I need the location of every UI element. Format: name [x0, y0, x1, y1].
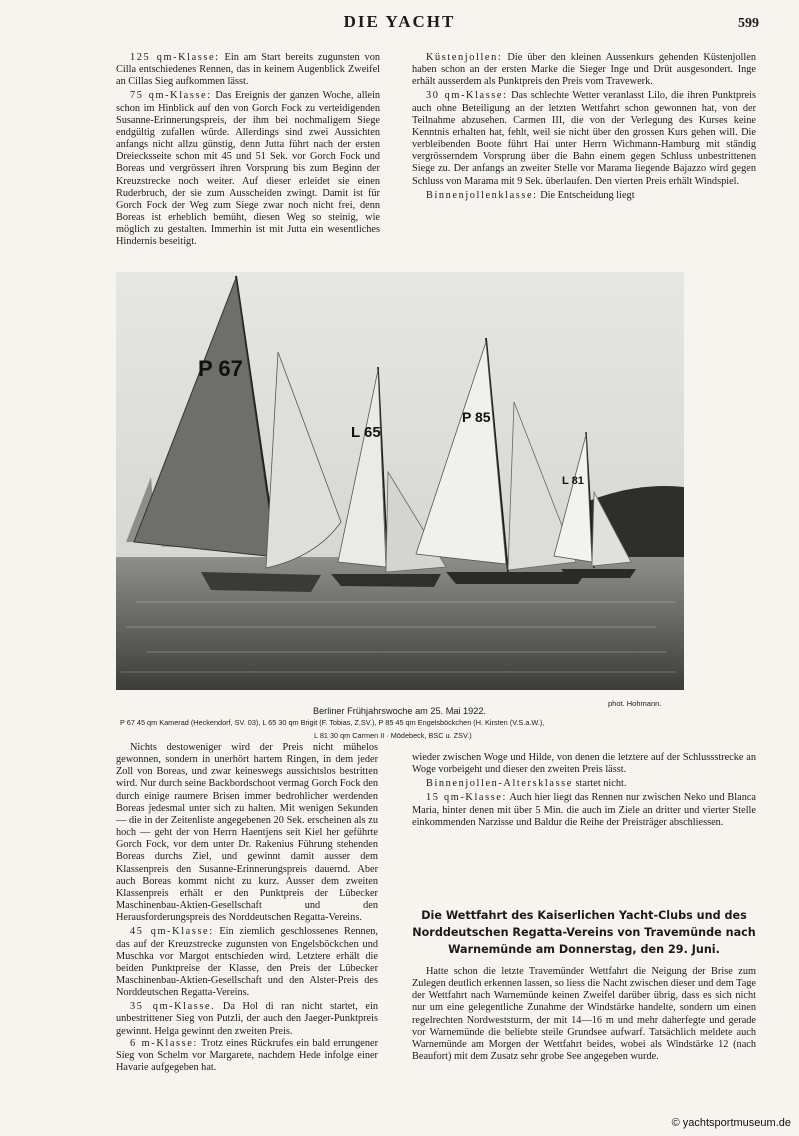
paragraph-text: Ein ziemlich geschlossenes Rennen, das auf der Kreuzstrecke zugunsten von Engelsböckchen und Muschka vor Margot entschieden wird. Letztere erhält die beiden Punktpreise der Klasse, den Preis der Lübecker Maschinenbau-Aktien-Gesellschaft und den Alster-Preis des Norddeutschen Regatta-Vereins. [116, 926, 379, 999]
class-label: 30 qm-Klasse: [426, 90, 508, 102]
paragraph-125qm [116, 52, 380, 88]
paragraph-30qm [412, 90, 756, 187]
column-bottom-right-article [412, 966, 756, 1063]
column-top-right [412, 52, 756, 202]
column-top-left [116, 52, 380, 249]
paragraph-text: Hatte schon die letzte Travemünder Wettfahrt die Neigung der Brise zum Zulegen deutlich erkennen lassen, so liess die Nacht zwischen dieser und dem Tage der Wettfahrt nach Warnemünde keinen Zweifel darüber übrig, dass es sich nicht nur um eine gelegentliche Zunahme der Windstärke handelte, sondern um einen regelrechten Nordweststurm, der mit 14—16 m und mehr daherfegte und gerade vor Warnemünde die beliebte steile Grundsee aufwarf. Tatsächlich meldete auch Warnemünde am Morgen der Wettfahrt beides, wobei als Windstärke 12 (nach Beaufort) mit dem Zusatz sehr grobe See angegeben wurde. [412, 966, 756, 1063]
sail-number-p85: P 85 [462, 409, 491, 425]
regatta-photo [116, 272, 684, 690]
class-label: 125 qm-Klasse: [130, 52, 220, 63]
paragraph-text: startet nicht. [575, 778, 627, 790]
sail-number-l81: L 81 [562, 475, 584, 487]
class-label: Küstenjollen: [426, 52, 503, 63]
class-label: 75 qm-Klasse: [130, 90, 212, 102]
paragraph-boreas [116, 742, 378, 924]
running-head: DIE YACHT [343, 12, 456, 31]
sail-number-p67: P 67 [198, 356, 243, 381]
paragraph-binnenjollen [412, 190, 756, 202]
paragraph-text: wieder zwischen Woge und Hilde, von denen die letztere auf der Schlussstrecke an Woge vorbeigeht und dieser den zweiten Preis lässt. [412, 752, 756, 776]
paragraph-text: Trotz eines Rückrufes ein bald errungener Sieg von Schelm vor Margarete, nachdem Hede infolge einer Havarie aufgegeben hat. [116, 1037, 378, 1074]
paragraph-45qm [116, 926, 378, 999]
page-number: 599 [738, 16, 759, 31]
class-label: 35 qm-Klasse. [130, 1001, 216, 1013]
paragraph-text: Nichts destoweniger wird der Preis nicht mühelos gewonnen, sondern in unerhört hartem Ringen, in dem jeder Zoll von Boreas, und zwar keineswegs aussichtslos bestritten wird. Nur durch seine Backbordschoot vermag Gorch Fock den durch einige raumere Brisen immer bedrohlicher werdenden Boreas jedesmal unter sich zu halten. Mit wenigen Sekunden — die in der Zeitenliste angegebenen 20 Sek. erscheinen als zu hoch — geht der von Herrn Haentjens seit Kiel her geführte Gorch Fock, vor dem unter Dr. Rakenius Führung stehenden Boreas durchs Ziel, und gewinnt damit ausser dem Klassenpreis den Susanne-Erinnerungspreis dauernd. Aber auch Boreas kommt nicht zu kurz. Ausser dem zweiten Klassenpreis erhält er den Punktpreis der Lübecker Maschinenbau-Aktien-Gesellschaft und den Herausforderungspreis des Norddeutschen Regatta-Vereins. [116, 742, 378, 924]
paragraph-35qm [116, 1001, 378, 1037]
paragraph-text: Auch hier liegt das Rennen nur zwischen Neko und Blanca Maria, hinter denen mit über 5 Min. die auch im Ziele an dritter und vierter Stelle einkommenden Narzisse und Baldur die Reihe der Preisträger abschliessen. [412, 792, 757, 828]
photo-caption-title: Berliner Frühjahrswoche am 25. Mai 1922. [312, 706, 487, 716]
paragraph-text: Ein am Start bereits zugunsten von Cilla entschiedenes Rennen, das in keinem Augenblick Zweifel an Cillas Sieg aufkommen lässt. [116, 52, 380, 88]
column-bottom-left [116, 742, 378, 1074]
paragraph-text: Die über den kleinen Aussenkurs gehenden Küstenjollen haben schon an der ersten Marke die Sieger Inge und Drüt ausgesondert. Inge erhält ausserdem als Punktpreis den Preis vom Travewerk. [412, 52, 757, 88]
sail-number-l65: L 65 [351, 424, 381, 441]
paragraph-15qm [412, 792, 756, 828]
photo-caption-line: L 81 30 qm Carmen II · Mödebeck, BSC u. ZSV.) [314, 731, 472, 740]
article-headline: Die Wettfahrt des Kaiserlichen Yacht-Clubs und des Norddeutschen Regatta-Vereins von Travemünde nach Warnemünde am Donnerstag, den 29. Juni. [412, 909, 756, 956]
class-label: 6 m-Klasse: [130, 1037, 198, 1049]
paragraph-kuestenjollen [412, 52, 756, 88]
paragraph-text: Die Entscheidung liegt [540, 189, 635, 201]
paragraph-woge-hilde [412, 752, 756, 776]
paragraph-altersklasse [412, 778, 756, 790]
paragraph-text: Das Ereignis der ganzen Woche, allein schon im Hinblick auf den von Gorch Fock zu verteidigenden Susanne-Erinnerungspreis, der ihm bei nochmaligem Siege endgültig zufallen würde. Allerdings sind zwei Aussichten anfangs nicht allzu günstig, denn Jutta führt nach der ersten Dreiecksseite schon mit 45 und 51 Sek. vor Gorch Fock und Boreas und vergrössert ihren Vorsprung bis zum Beginn der Kreuzstrecke noch weiter. Auf dieser erleidet sie einen Ruderbruch, der sie zum Ausscheiden zwingt. Damit ist für Gorch Fock der Weg zum Siege zwar noch nicht frei, denn Boreas ist erheblich bemüht, diesen Weg so steinig, wie möglich zu gestalten. Immerhin ist mit Jutta ein wesentliches Hindernis beseitigt. [116, 90, 381, 248]
paragraph-text: Das schlechte Wetter veranlasst Lilo, die ihren Punktpreis auch ohne Beteiligung an der letzten Wettfahrt schon gewonnen hat, von der Teilnahme abzusehen. Carmen III, die von der Verlegung des Kurses keine Kenntnis erhalten hat, fehlt, weil sie nicht über den grossen Kurs gehen will. Die verbleibenden Boote führt Hai unter Herrn Wichmann-Hamburg mit ständig vergrösserndem Vorsprung über die Bahn einem gegen Schluss unbestrittenen Siege zu. Der anfangs an zweiter Stelle vor Marama liegende Bajazzo wird gegen Schluss von Marama mit 9 Sek. überlaufen. Den vierten Preis erhält Windspiel. [412, 90, 757, 187]
photo-caption-line: P 67 45 qm Kamerad (Heckendorf, SV. 03), L 65 30 qm Brigit (F. Tobias, Z.SV.), P 85 45 qm Engelsböckchen (H. Kirsten (V.S.a.W.), [120, 718, 545, 727]
class-label: 15 qm-Klasse: [426, 792, 507, 804]
class-label: Binnenjollenklasse: [426, 189, 538, 201]
paragraph-6m [116, 1038, 378, 1074]
column-bottom-right [412, 752, 756, 829]
paragraph-75qm [116, 90, 380, 248]
watermark: © yachtsportmuseum.de [671, 1117, 791, 1129]
regatta-photo-drawing [116, 272, 684, 690]
paragraph-text: Da Hol di ran nicht startet, ein unbestrittener Sieg von Putzli, der auch den Jaeger-Punktpreis gewinnt. Helga gewinnt den zweiten Preis. [116, 1001, 378, 1037]
photo-credit: phot. Hohmann. [608, 699, 662, 708]
paragraph-travemuende [412, 966, 756, 1063]
class-label: Binnenjollen-Altersklasse [426, 778, 573, 790]
class-label: 45 qm-Klasse: [130, 926, 214, 938]
